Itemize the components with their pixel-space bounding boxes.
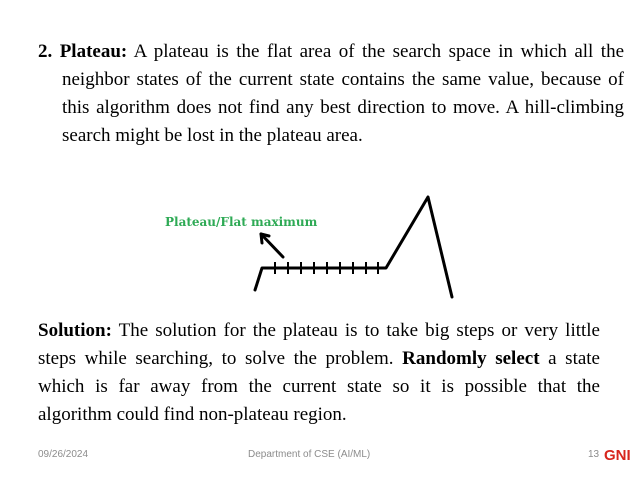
- landscape-curve: [255, 197, 452, 297]
- footer-department: Department of CSE (AI/ML): [248, 449, 371, 460]
- figure-label: Plateau/Flat maximum: [165, 215, 318, 229]
- gni-logo: [603, 444, 637, 464]
- footer-page-number: 13: [588, 449, 600, 460]
- solution-heading: Solution:: [38, 320, 112, 341]
- plateau-paragraph: [38, 38, 624, 150]
- solution-text-1: The solution for the plateau is to take big steps or very little steps while searching, to solve the problem.: [38, 320, 600, 369]
- arrow-head: [261, 234, 269, 243]
- plateau-ticks: [275, 262, 378, 274]
- solution-text-2: a state which is far away from the current state so it is possible that the algorithm could find non-plateau region.: [38, 348, 600, 425]
- label-arrow: [261, 234, 283, 257]
- solution-paragraph: [38, 317, 600, 429]
- plateau-heading: 2. Plateau:: [38, 41, 128, 62]
- logo-text: GNI: [604, 447, 631, 464]
- plateau-text: A plateau is the flat area of the search space in which all the neighbor states of the current state contains the same value, because of this algorithm does not find any best direction to move. A hill-climbing search might be lost in the plateau area.: [62, 41, 624, 146]
- solution-bold: Randomly select: [402, 348, 540, 369]
- footer-date: 09/26/2024: [38, 449, 89, 460]
